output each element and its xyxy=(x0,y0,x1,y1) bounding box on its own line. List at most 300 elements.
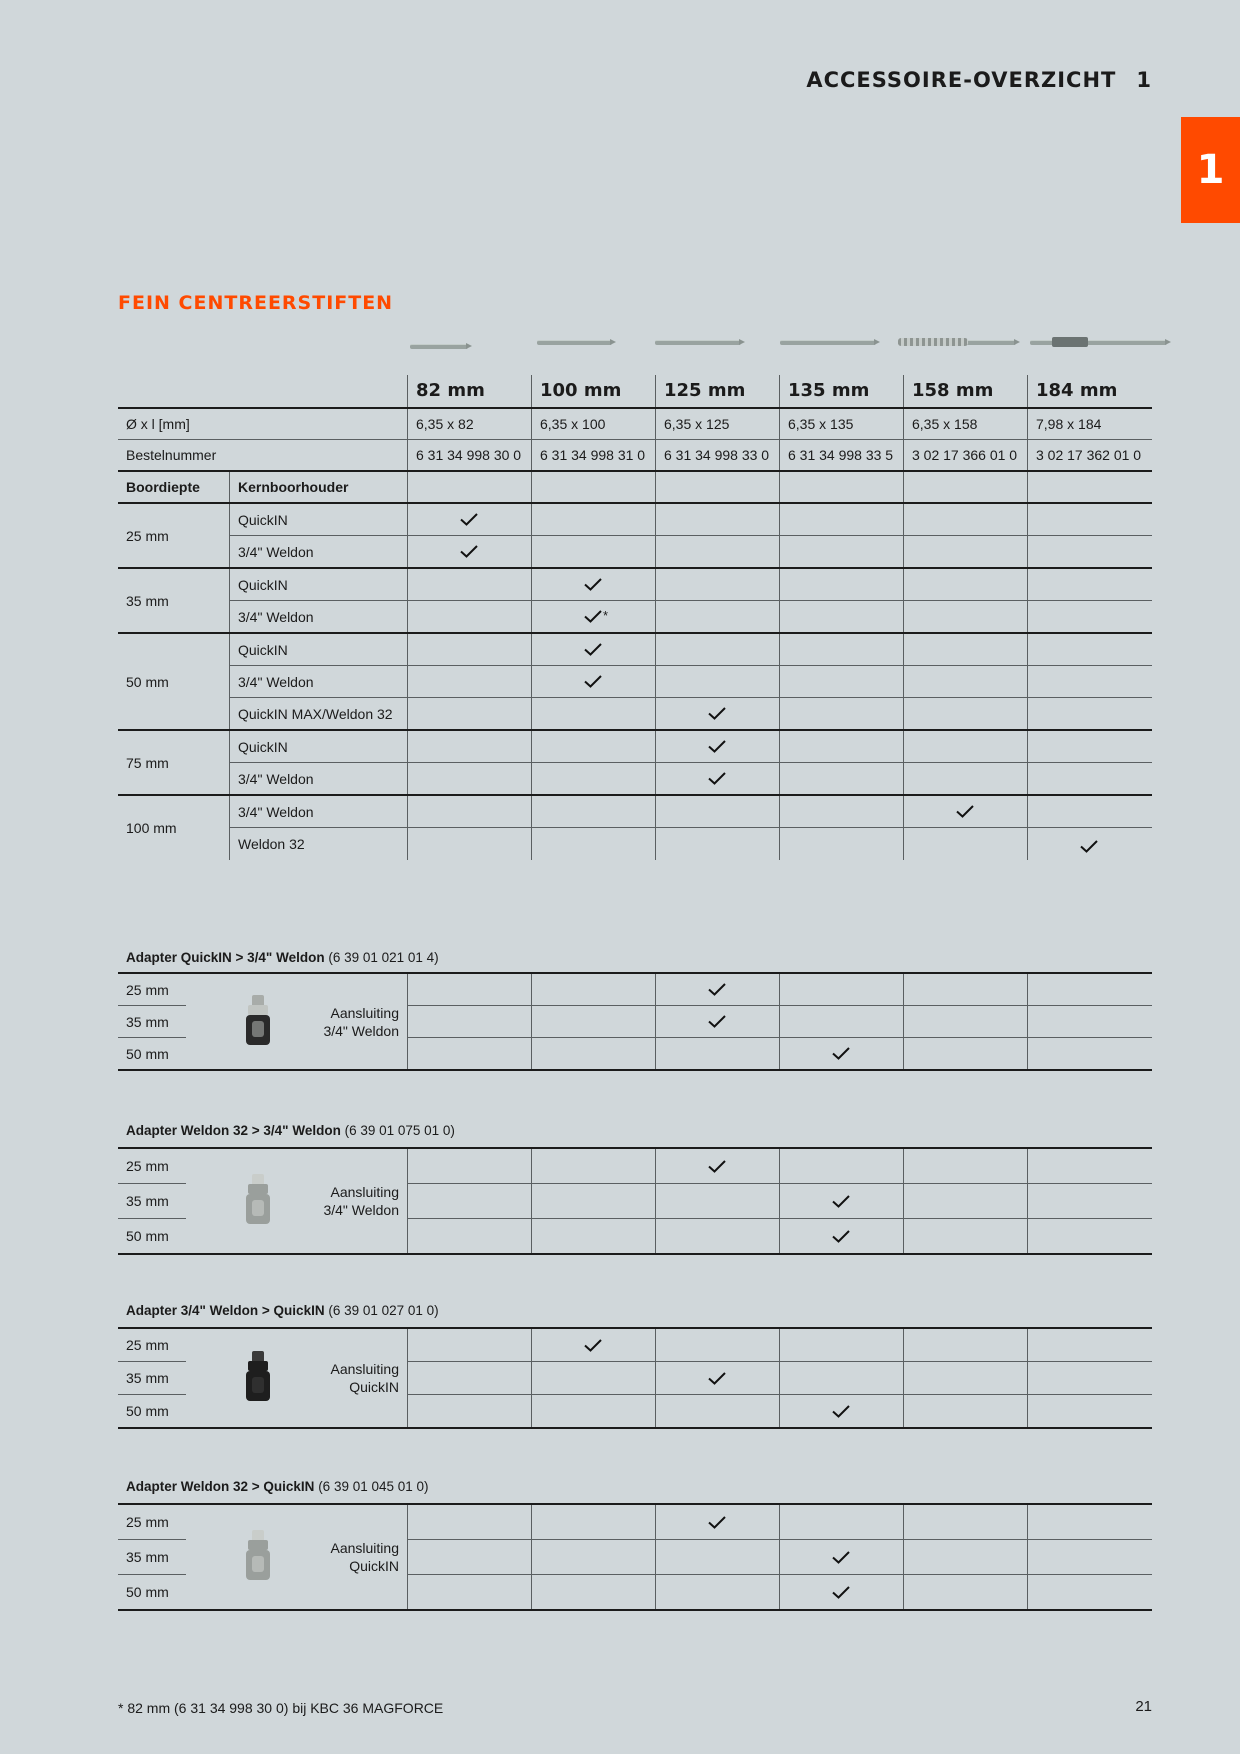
column-divider xyxy=(903,1184,904,1219)
column-divider xyxy=(229,796,230,828)
order-number: 6 31 34 998 31 0 xyxy=(540,447,646,463)
column-divider xyxy=(1027,1149,1028,1184)
chapter-tab-number: 1 xyxy=(1196,147,1225,193)
centering-pin-image xyxy=(410,341,468,351)
page-number: 21 xyxy=(1135,1698,1152,1715)
column-divider xyxy=(407,731,408,763)
column-divider xyxy=(655,1149,656,1184)
column-divider xyxy=(531,439,532,470)
pin-spiral xyxy=(898,338,968,346)
column-divider xyxy=(903,763,904,795)
column-divider xyxy=(655,1575,656,1610)
order-number: 6 31 34 998 33 5 xyxy=(788,447,894,463)
column-divider xyxy=(655,634,656,666)
adapter-name: Adapter Weldon 32 > QuickIN xyxy=(126,1479,315,1494)
column-divider xyxy=(531,698,532,730)
centering-pin-image xyxy=(898,337,1016,347)
column-divider xyxy=(531,1038,532,1070)
column-divider xyxy=(779,666,780,698)
column-divider xyxy=(407,536,408,568)
column-divider xyxy=(1027,1329,1028,1362)
adapter-name: Adapter Weldon 32 > 3/4" Weldon xyxy=(126,1123,341,1138)
depth-label: 75 mm xyxy=(126,754,169,771)
column-divider xyxy=(779,439,780,470)
depth-label: 35 mm xyxy=(126,1549,169,1565)
column-divider xyxy=(779,698,780,730)
size-value: 6,35 x 100 xyxy=(540,416,606,432)
column-divider xyxy=(655,1362,656,1395)
column-divider xyxy=(655,974,656,1006)
column-divider xyxy=(531,1329,532,1362)
order-number: 6 31 34 998 33 0 xyxy=(664,447,770,463)
depth-label: 25 mm xyxy=(126,1158,169,1174)
adapter-black-silver-icon xyxy=(238,993,278,1049)
table-row xyxy=(118,536,1152,567)
column-divider xyxy=(531,666,532,698)
depth-label: 100 mm xyxy=(126,819,177,836)
column-divider xyxy=(655,1184,656,1219)
adapter-silver-icon xyxy=(238,1172,278,1228)
column-divider xyxy=(531,569,532,601)
centering-pin-image xyxy=(780,337,876,347)
column-divider xyxy=(229,536,230,568)
column-divider xyxy=(407,409,408,439)
table-row xyxy=(118,601,1152,632)
size-value: 6,35 x 135 xyxy=(788,416,854,432)
page-header xyxy=(806,68,1152,92)
column-divider xyxy=(1027,974,1028,1006)
column-divider xyxy=(1027,1184,1028,1219)
pin-grip xyxy=(1052,337,1088,347)
check-icon xyxy=(832,1405,850,1418)
check-icon xyxy=(832,1047,850,1060)
column-header-1: 82 mm xyxy=(416,379,485,401)
column-divider xyxy=(903,1149,904,1184)
column-divider xyxy=(531,634,532,666)
column-divider xyxy=(779,1395,780,1428)
header-chapter: 1 xyxy=(1136,68,1152,92)
column-divider xyxy=(655,796,656,828)
header-title: ACCESSOIRE-OVERZICHT xyxy=(806,68,1117,92)
column-divider xyxy=(779,409,780,439)
check-icon xyxy=(708,1160,726,1173)
column-divider xyxy=(407,1362,408,1395)
depth-label: 25 mm xyxy=(126,1514,169,1530)
column-divider xyxy=(903,504,904,536)
column-header-4: 135 mm xyxy=(788,379,870,401)
column-divider xyxy=(655,731,656,763)
column-divider xyxy=(903,409,904,439)
column-divider xyxy=(531,828,532,860)
column-divider xyxy=(655,1219,656,1254)
pin-tip xyxy=(739,339,745,345)
column-divider xyxy=(407,666,408,698)
adapter-code: (6 39 01 045 01 0) xyxy=(318,1479,429,1494)
column-divider xyxy=(1027,828,1028,860)
column-divider xyxy=(655,698,656,730)
column-divider xyxy=(655,504,656,536)
column-divider xyxy=(531,1219,532,1254)
column-divider xyxy=(1027,666,1028,698)
centering-pin-image xyxy=(655,337,741,347)
column-divider xyxy=(903,796,904,828)
column-divider xyxy=(531,1505,532,1540)
adapter-code: (6 39 01 027 01 0) xyxy=(328,1303,439,1318)
column-divider xyxy=(655,1006,656,1038)
column-divider xyxy=(903,375,904,408)
column-header-2: 100 mm xyxy=(540,379,622,401)
column-divider xyxy=(1027,1395,1028,1428)
column-divider xyxy=(531,1540,532,1575)
pin-tip xyxy=(466,343,472,349)
column-divider xyxy=(407,1575,408,1610)
column-divider xyxy=(655,536,656,568)
column-divider xyxy=(779,1362,780,1395)
adapter-table xyxy=(118,1503,1152,1611)
check-icon xyxy=(708,1516,726,1529)
check-icon xyxy=(584,1339,602,1352)
column-divider xyxy=(407,375,408,408)
column-divider xyxy=(1027,763,1028,795)
check-icon xyxy=(708,707,726,720)
column-divider xyxy=(779,1006,780,1038)
connection-label-line1: Aansluiting xyxy=(330,1004,399,1021)
depth-label: 35 mm xyxy=(126,1013,169,1030)
table-row xyxy=(118,698,1152,729)
table-row xyxy=(118,796,1152,827)
column-divider xyxy=(531,504,532,536)
pin-shaft xyxy=(410,344,468,349)
column-divider xyxy=(903,1505,904,1540)
column-divider xyxy=(655,439,656,470)
size-label: Ø x l [mm] xyxy=(126,416,190,432)
column-divider xyxy=(1027,601,1028,633)
adapter-title xyxy=(126,1123,455,1138)
adapter-code: (6 39 01 021 01 4) xyxy=(328,950,439,965)
column-divider xyxy=(903,569,904,601)
column-divider xyxy=(1027,1219,1028,1254)
holder-label: QuickIN xyxy=(238,576,288,593)
column-divider xyxy=(531,1395,532,1428)
column-divider xyxy=(779,601,780,633)
check-icon xyxy=(584,610,602,623)
column-divider xyxy=(229,569,230,601)
column-divider xyxy=(655,1505,656,1540)
column-divider xyxy=(655,375,656,408)
column-divider xyxy=(779,1505,780,1540)
column-divider xyxy=(1027,1038,1028,1070)
column-divider xyxy=(407,1540,408,1575)
column-divider xyxy=(1027,634,1028,666)
footnote-marker: * xyxy=(603,608,609,623)
column-divider xyxy=(531,796,532,828)
column-divider xyxy=(903,1540,904,1575)
column-divider xyxy=(1027,1575,1028,1610)
order-row xyxy=(118,440,1152,470)
check-icon xyxy=(460,545,478,558)
column-divider xyxy=(779,536,780,568)
table-row xyxy=(118,763,1152,794)
column-divider xyxy=(903,439,904,470)
adapter-table xyxy=(118,972,1152,1071)
column-divider xyxy=(531,974,532,1006)
column-divider xyxy=(903,1575,904,1610)
column-divider xyxy=(779,796,780,828)
column-divider xyxy=(903,698,904,730)
check-icon xyxy=(708,1372,726,1385)
holder-label: QuickIN xyxy=(238,738,288,755)
table-row xyxy=(118,504,1152,535)
column-divider xyxy=(779,1038,780,1070)
pin-shaft xyxy=(655,340,741,345)
column-divider xyxy=(229,828,230,860)
check-icon xyxy=(1080,840,1098,853)
adapter-title xyxy=(126,1479,429,1494)
pin-tip xyxy=(610,339,616,345)
column-divider xyxy=(407,601,408,633)
section-title: FEIN CENTREERSTIFTEN xyxy=(118,292,394,314)
column-divider xyxy=(1027,439,1028,470)
column-divider xyxy=(1027,1540,1028,1575)
holder-label: 3/4" Weldon xyxy=(238,608,314,625)
holder-label: 3/4" Weldon xyxy=(238,673,314,690)
column-divider xyxy=(229,472,230,502)
adapter-connection-label xyxy=(331,1539,400,1575)
column-divider xyxy=(407,974,408,1006)
column-divider xyxy=(407,698,408,730)
adapter-table xyxy=(118,1327,1152,1429)
column-divider xyxy=(655,1038,656,1070)
adapter-connection-label xyxy=(323,1183,399,1219)
size-value: 6,35 x 82 xyxy=(416,416,474,432)
column-divider xyxy=(779,763,780,795)
column-divider xyxy=(655,1395,656,1428)
check-icon xyxy=(708,772,726,785)
column-divider xyxy=(1027,504,1028,536)
connection-label-line1: Aansluiting xyxy=(330,1540,399,1556)
column-divider xyxy=(407,1038,408,1070)
depth-label: 50 mm xyxy=(126,1403,169,1419)
column-divider xyxy=(407,472,408,502)
column-divider xyxy=(229,504,230,536)
column-divider xyxy=(531,536,532,568)
column-divider xyxy=(531,409,532,439)
column-divider xyxy=(903,974,904,1006)
column-divider xyxy=(407,1395,408,1428)
column-divider xyxy=(655,666,656,698)
column-divider xyxy=(779,731,780,763)
column-header-6: 184 mm xyxy=(1036,379,1118,401)
column-divider xyxy=(229,666,230,698)
column-divider xyxy=(779,472,780,502)
check-icon xyxy=(832,1586,850,1599)
table-row xyxy=(118,731,1152,762)
check-icon xyxy=(584,675,602,688)
column-divider xyxy=(903,634,904,666)
connection-label-line1: Aansluiting xyxy=(330,1361,399,1377)
column-divider xyxy=(1027,569,1028,601)
column-divider xyxy=(655,472,656,502)
column-divider xyxy=(655,569,656,601)
column-divider xyxy=(531,1575,532,1610)
column-divider xyxy=(1027,409,1028,439)
pin-tip xyxy=(874,339,880,345)
depth-header: Boordiepte xyxy=(126,479,200,495)
depth-label: 50 mm xyxy=(126,673,169,690)
adapter-title xyxy=(126,950,439,965)
depth-label: 35 mm xyxy=(126,592,169,609)
column-divider xyxy=(407,1505,408,1540)
check-icon xyxy=(584,578,602,591)
column-divider xyxy=(407,1219,408,1254)
column-divider xyxy=(655,763,656,795)
holder-label: QuickIN xyxy=(238,641,288,658)
column-divider xyxy=(407,504,408,536)
adapter-code: (6 39 01 075 01 0) xyxy=(344,1123,455,1138)
adapter-silver-icon xyxy=(238,1528,278,1584)
column-divider xyxy=(779,828,780,860)
column-header-row xyxy=(118,372,1152,408)
connection-label-line1: Aansluiting xyxy=(330,1184,399,1200)
check-icon xyxy=(460,513,478,526)
column-divider xyxy=(531,1006,532,1038)
holder-label: QuickIN xyxy=(238,511,288,528)
adapter-connection-label xyxy=(323,1004,399,1040)
column-divider xyxy=(1027,1505,1028,1540)
column-divider xyxy=(407,1149,408,1184)
column-divider xyxy=(229,698,230,730)
column-divider xyxy=(903,1219,904,1254)
column-divider xyxy=(1027,796,1028,828)
column-divider xyxy=(779,1575,780,1610)
check-icon xyxy=(832,1230,850,1243)
centering-pin-image xyxy=(537,337,612,347)
order-number: 3 02 17 366 01 0 xyxy=(912,447,1018,463)
depth-label: 50 mm xyxy=(126,1228,169,1244)
column-divider xyxy=(229,731,230,763)
column-divider xyxy=(229,634,230,666)
column-divider xyxy=(903,1006,904,1038)
holder-label: Weldon 32 xyxy=(238,835,305,852)
column-divider xyxy=(407,439,408,470)
table-row xyxy=(118,828,1152,859)
column-divider xyxy=(531,1362,532,1395)
size-value: 6,35 x 158 xyxy=(912,416,978,432)
column-divider xyxy=(531,472,532,502)
size-value: 6,35 x 125 xyxy=(664,416,730,432)
adapter-connection-label xyxy=(331,1360,400,1396)
order-number: 3 02 17 362 01 0 xyxy=(1036,447,1142,463)
column-divider xyxy=(655,1540,656,1575)
depth-label: 35 mm xyxy=(126,1370,169,1386)
column-divider xyxy=(655,828,656,860)
adapter-title xyxy=(126,1303,439,1318)
adapter-black-icon xyxy=(238,1349,278,1405)
order-number: 6 31 34 998 30 0 xyxy=(416,447,522,463)
check-icon xyxy=(956,805,974,818)
column-divider xyxy=(407,634,408,666)
column-divider xyxy=(779,1149,780,1184)
holder-label: 3/4" Weldon xyxy=(238,543,314,560)
column-divider xyxy=(903,536,904,568)
connection-label-line2: 3/4" Weldon xyxy=(323,1202,399,1218)
column-divider xyxy=(779,569,780,601)
column-divider xyxy=(531,731,532,763)
pin-shaft xyxy=(537,340,612,345)
size-row xyxy=(118,409,1152,439)
column-divider xyxy=(779,1540,780,1575)
column-divider xyxy=(407,1006,408,1038)
column-divider xyxy=(655,1329,656,1362)
depth-label: 35 mm xyxy=(126,1193,169,1209)
column-divider xyxy=(407,1184,408,1219)
column-divider xyxy=(779,375,780,408)
centering-pin-image xyxy=(1030,337,1167,347)
column-divider xyxy=(229,601,230,633)
column-divider xyxy=(229,763,230,795)
column-divider xyxy=(1027,536,1028,568)
column-divider xyxy=(779,1219,780,1254)
column-divider xyxy=(531,375,532,408)
connection-label-line2: QuickIN xyxy=(349,1558,399,1574)
depth-label: 25 mm xyxy=(126,981,169,998)
connection-label-line2: QuickIN xyxy=(349,1379,399,1395)
column-divider xyxy=(779,1184,780,1219)
column-divider xyxy=(407,796,408,828)
check-icon xyxy=(708,740,726,753)
adapter-name: Adapter 3/4" Weldon > QuickIN xyxy=(126,1303,325,1318)
column-divider xyxy=(903,1329,904,1362)
pin-tip xyxy=(1014,339,1020,345)
column-divider xyxy=(903,1362,904,1395)
footnote: * 82 mm (6 31 34 998 30 0) bij KBC 36 MAGFORCE xyxy=(118,1700,444,1716)
chapter-tab[interactable] xyxy=(1181,117,1240,223)
column-divider xyxy=(407,1329,408,1362)
check-icon xyxy=(832,1551,850,1564)
table-row xyxy=(118,666,1152,697)
column-divider xyxy=(903,1038,904,1070)
column-divider xyxy=(531,1184,532,1219)
column-divider xyxy=(779,634,780,666)
row-divider xyxy=(118,1253,1152,1255)
size-value: 7,98 x 184 xyxy=(1036,416,1102,432)
column-divider xyxy=(779,1329,780,1362)
column-divider xyxy=(407,569,408,601)
column-divider xyxy=(779,504,780,536)
depth-label: 50 mm xyxy=(126,1584,169,1600)
column-divider xyxy=(1027,1006,1028,1038)
pin-shaft xyxy=(780,340,876,345)
holder-header: Kernboorhouder xyxy=(238,479,349,495)
column-divider xyxy=(779,974,780,1006)
column-header-3: 125 mm xyxy=(664,379,746,401)
row-divider xyxy=(118,1069,1152,1071)
column-divider xyxy=(655,601,656,633)
column-divider xyxy=(1027,375,1028,408)
check-icon xyxy=(832,1195,850,1208)
order-label: Bestelnummer xyxy=(126,447,217,463)
depth-label: 25 mm xyxy=(126,1337,169,1353)
column-divider xyxy=(531,1149,532,1184)
column-divider xyxy=(655,409,656,439)
check-icon xyxy=(708,1015,726,1028)
pin-tip xyxy=(1165,339,1171,345)
pin-shaft xyxy=(1030,340,1167,345)
column-divider xyxy=(1027,1362,1028,1395)
table-row xyxy=(118,634,1152,665)
column-divider xyxy=(407,763,408,795)
table-row xyxy=(118,569,1152,600)
